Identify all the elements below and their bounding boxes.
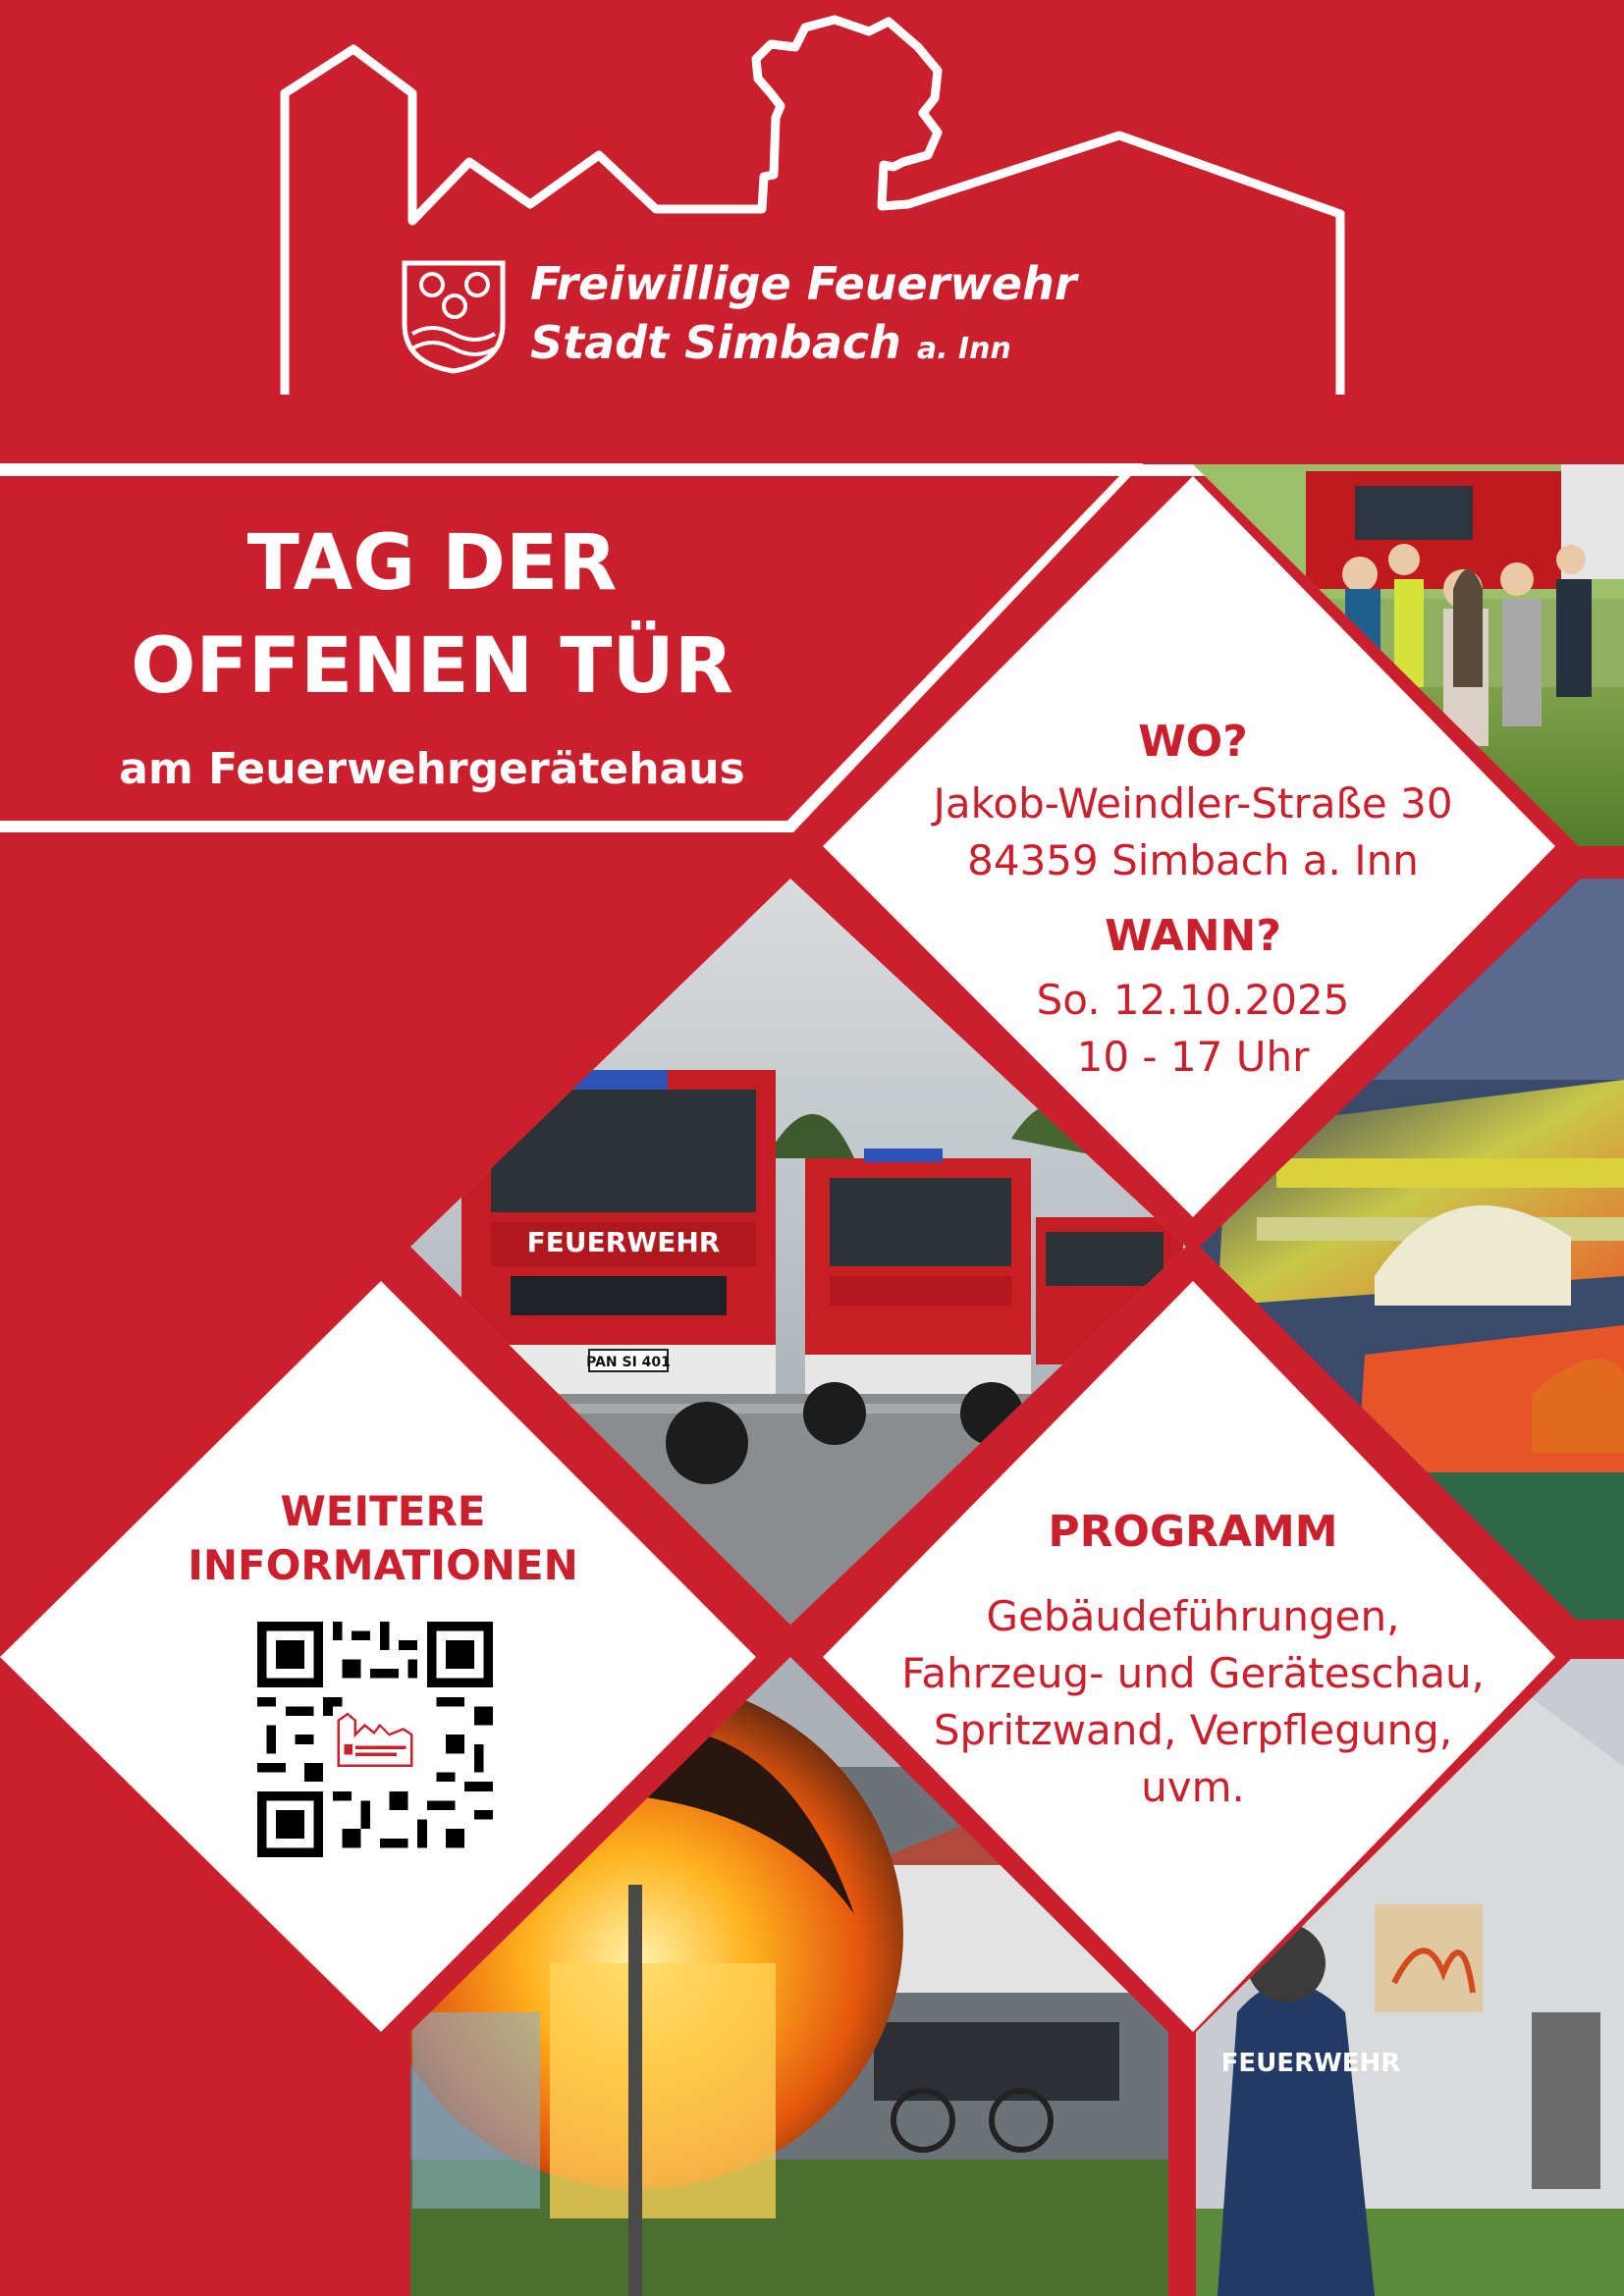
- when-hours: 10 - 17 Uhr: [1076, 1033, 1310, 1081]
- info-heading-line-1: WEITERE: [280, 1487, 486, 1535]
- brand-line-1: Freiwillige Feuerwehr: [530, 257, 1077, 310]
- where-city: 84359 Simbach a. Inn: [967, 836, 1419, 884]
- brand-name: Stadt Simbach: [530, 316, 901, 369]
- info-heading-line-2: INFORMATIONEN: [188, 1541, 578, 1589]
- where-heading: WO?: [1138, 717, 1248, 767]
- truck-label: FEUERWEHR: [526, 1226, 721, 1258]
- qr-code-icon: [257, 1622, 493, 1857]
- when-date: So. 12.10.2025: [1036, 976, 1350, 1024]
- program-line-1: Gebäudeführungen,: [986, 1592, 1400, 1640]
- event-title-line-2: OFFENEN TÜR: [131, 622, 733, 711]
- program-line-4: uvm.: [1141, 1763, 1245, 1811]
- event-title-line-1: TAG DER: [246, 519, 618, 608]
- jacket-label: FEUERWEHR: [1220, 2049, 1401, 2078]
- brand-line-2: [530, 316, 1011, 369]
- truck-plate: PAN SI 401: [586, 1355, 671, 1370]
- program-line-2: Fahrzeug- und Geräteschau,: [901, 1649, 1485, 1697]
- event-subtitle: am Feuerwehrgerätehaus: [119, 744, 745, 794]
- crest-icon: [405, 263, 503, 371]
- program-line-3: Spritzwand, Verpflegung,: [933, 1706, 1453, 1754]
- program-heading: PROGRAMM: [1048, 1507, 1338, 1557]
- qr-code[interactable]: [257, 1622, 493, 1857]
- where-street: Jakob-Weindler-Straße 30: [933, 779, 1453, 828]
- when-heading: WANN?: [1105, 911, 1281, 961]
- brand-suffix: a. Inn: [916, 332, 1011, 366]
